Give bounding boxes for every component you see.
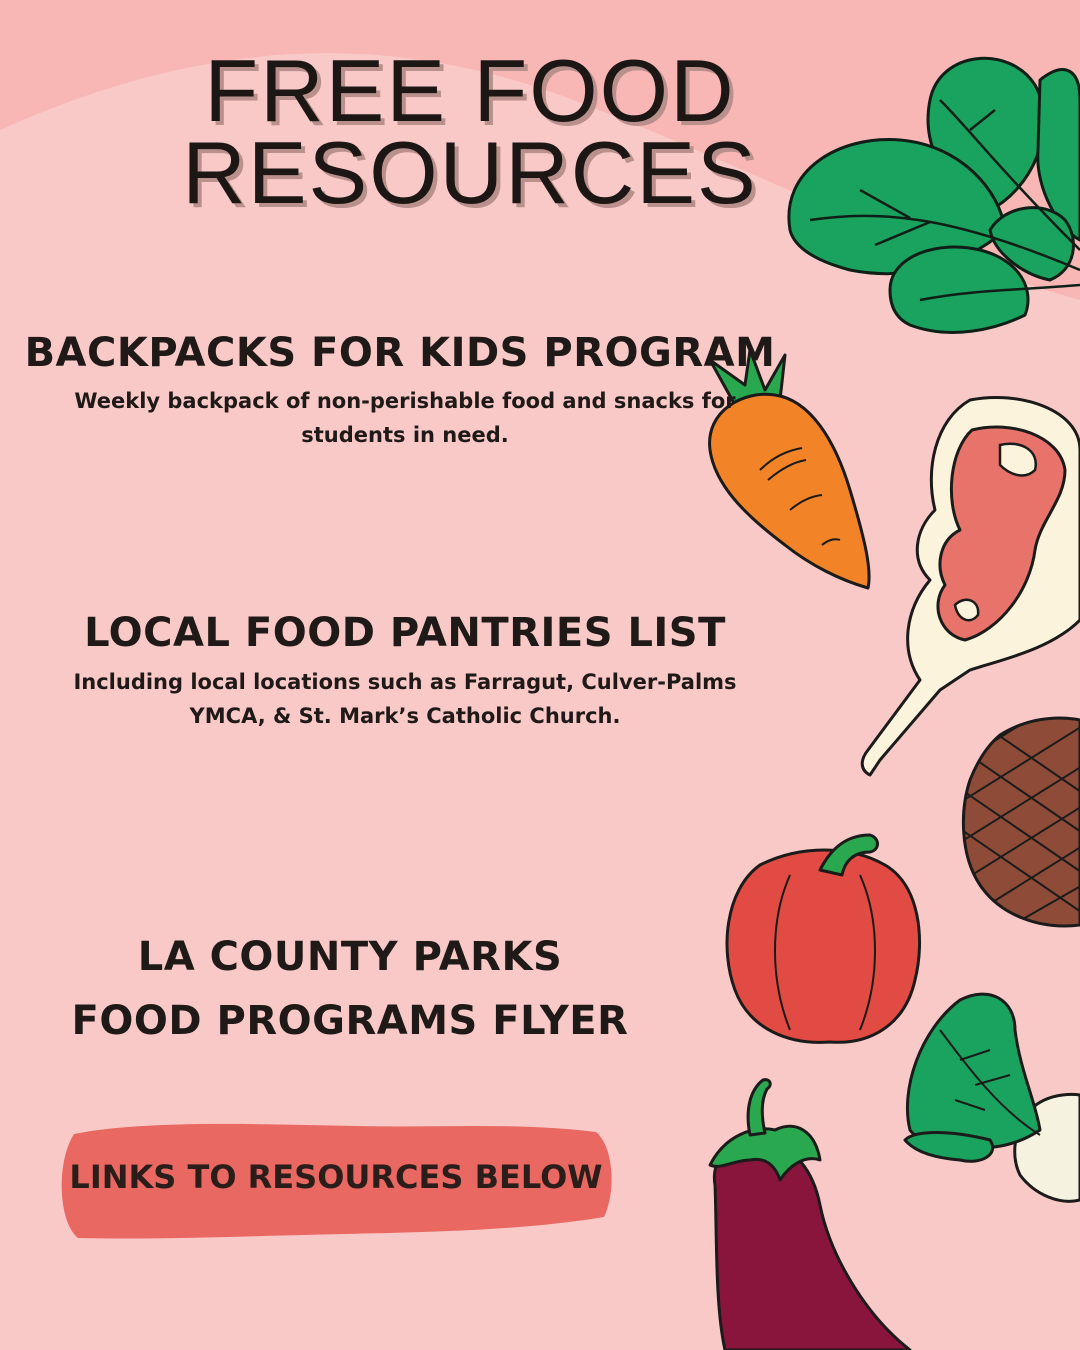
links-banner[interactable] [56,1112,616,1242]
section-description-backpacks [40,384,770,452]
eggplant-icon [695,1075,925,1350]
title-line-1: FREE FOOD [204,41,736,140]
meat-patty-icon [960,715,1080,930]
spinach-icon [780,40,1080,350]
heading-line: FOOD PROGRAMS FLYER [71,998,629,1044]
bok-choy-icon [900,990,1080,1210]
page-title [150,41,790,222]
heading-line: LA COUNTY PARKS [137,934,563,980]
description-line: YMCA, & St. Mark’s Catholic Church. [189,704,621,728]
section-heading-backpacks: BACKPACKS FOR KIDS PROGRAM [24,330,776,376]
section-heading-food-pantries: LOCAL FOOD PANTRIES LIST [84,610,726,656]
section-description-food-pantries [40,665,770,733]
bell-pepper-icon [720,830,930,1050]
links-banner-label: LINKS TO RESOURCES BELOW [69,1158,603,1196]
description-line: Weekly backpack of non-perishable food and snacks for [74,389,736,413]
description-line: Including local locations such as Farragut, Culver-Palms [73,670,737,694]
title-line-2: RESOURCES [182,123,758,222]
section-heading-la-county-parks [40,925,660,1053]
description-line: students in need. [301,423,509,447]
